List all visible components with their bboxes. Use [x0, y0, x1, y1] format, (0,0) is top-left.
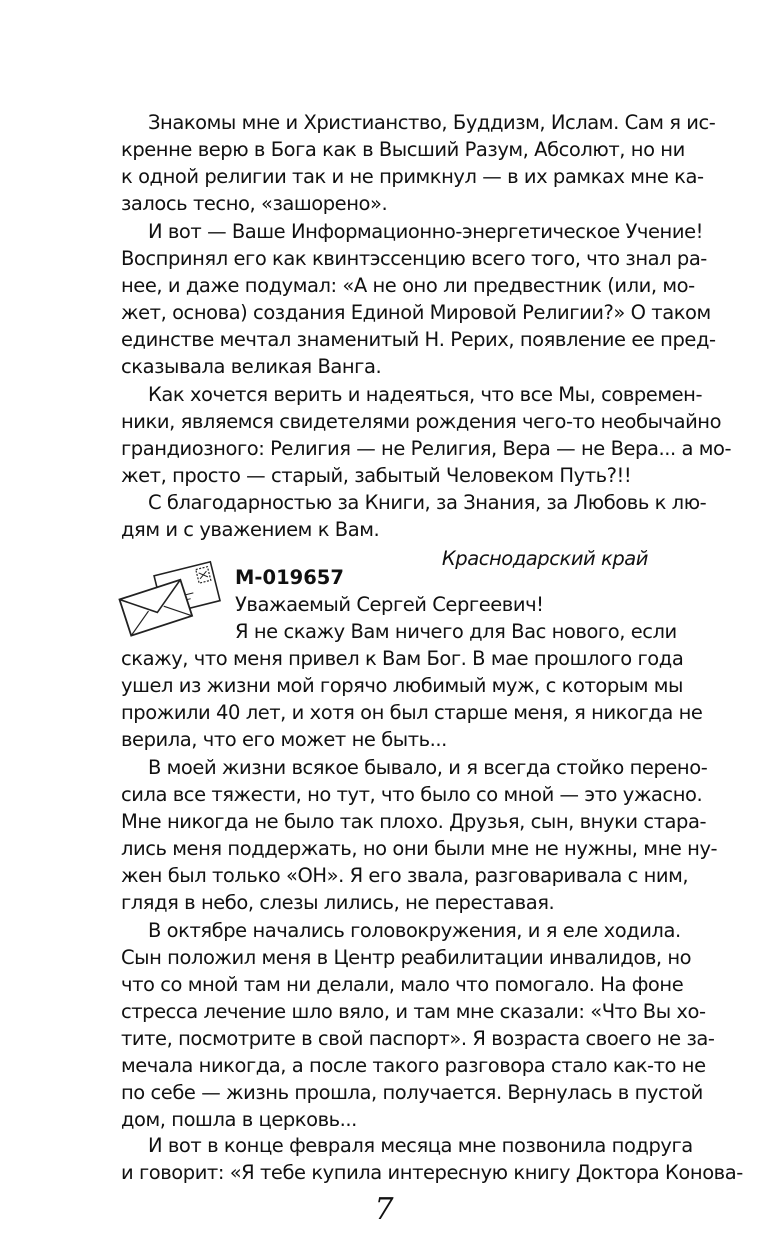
text-line: мечала никогда, а после такого разговора стало как-то не: [121, 1054, 706, 1077]
text-line: сила все тяжести, но тут, что было со мной — это ужасно.: [121, 783, 703, 806]
text-line: Мне никогда не было так плохо. Друзья, сын, внуки стара-: [121, 810, 707, 833]
text-line: прожили 40 лет, и хотя он был старше меня, я никогда не: [121, 701, 703, 724]
text-line: верила, что его может не быть...: [121, 728, 447, 751]
text-line: Как хочется верить и надеяться, что все Мы, современ-: [148, 383, 703, 406]
text-line: по себе — жизнь прошла, получается. Вернулась в пустой: [121, 1081, 703, 1104]
text-line: Знакомы мне и Христианство, Буддизм, Ислам. Сам я ис-: [148, 111, 716, 134]
text-line: лись меня поддержать, но они были мне не нужны, мне ну-: [121, 837, 718, 860]
text-line: дом, пошла в церковь...: [121, 1108, 357, 1131]
text-line: С благодарностью за Книги, за Знания, за Любовь к лю-: [148, 491, 707, 514]
letter-signature: Краснодарский край: [441, 547, 648, 570]
text-line: глядя в небо, слезы лились, не переставая.: [121, 891, 555, 914]
text-line: Я не скажу Вам ничего для Вас нового, если: [235, 620, 677, 643]
text-line: грандиозного: Религия — не Религия, Вера — не Вера... а мо-: [121, 437, 732, 460]
envelopes-icon: [118, 558, 224, 636]
text-line: что со мной там ни делали, мало что помогало. На фоне: [121, 973, 684, 996]
text-line: тите, посмотрите в свой паспорт». Я возраста своего не за-: [121, 1027, 715, 1050]
text-line: В моей жизни всякое бывало, и я всегда стойко перено-: [148, 756, 708, 779]
text-line: нее, и даже подумал: «А не оно ли предвестник (или, мо-: [121, 274, 695, 297]
text-line: скажу, что меня привел к Вам Бог. В мае прошлого года: [121, 647, 684, 670]
text-line: единстве мечтал знаменитый Н. Рерих, появление ее пред-: [121, 328, 716, 351]
text-line: жен был только «ОН». Я его звала, разговаривала с ним,: [121, 864, 689, 887]
text-line: И вот в конце февраля месяца мне позвонила подруга: [148, 1134, 693, 1157]
text-line: Сын положил меня в Центр реабилитации инвалидов, но: [121, 946, 692, 969]
text-line: И вот — Ваше Информационно-энергетическое Учение!: [148, 220, 703, 243]
text-line: к одной религии так и не примкнул — в их рамках мне ка-: [121, 165, 704, 188]
text-line: дям и с уважением к Вам.: [121, 518, 380, 541]
text-line: сказывала великая Ванга.: [121, 355, 382, 378]
text-line: стресса лечение шло вяло, и там мне сказали: «Что Вы хо-: [121, 1000, 706, 1023]
text-line: Воспринял его как квинтэссенцию всего того, что знал ра-: [121, 247, 707, 270]
page-number: 7: [374, 1192, 394, 1227]
text-line: залось тесно, «зашорено».: [121, 192, 388, 215]
text-line: жет, основа) создания Единой Мировой Религии?» О таком: [121, 301, 711, 324]
text-line: В октябре начались головокружения, и я еле ходила.: [148, 919, 681, 942]
text-line: и говорит: «Я тебе купила интересную книгу Доктора Конова-: [121, 1161, 743, 1184]
text-line: жет, просто — старый, забытый Человеком Путь?!!: [121, 464, 632, 487]
text-line: кренне верю в Бога как в Высший Разум, Абсолют, но ни: [121, 138, 685, 161]
text-line: ники, являемся свидетелями рождения чего-то необычайно: [121, 410, 722, 433]
text-line: ушел из жизни мой горячо любимый муж, с которым мы: [121, 674, 683, 697]
letter-id: М-019657: [235, 566, 344, 589]
text-line: Уважаемый Сергей Сергеевич!: [235, 593, 544, 616]
